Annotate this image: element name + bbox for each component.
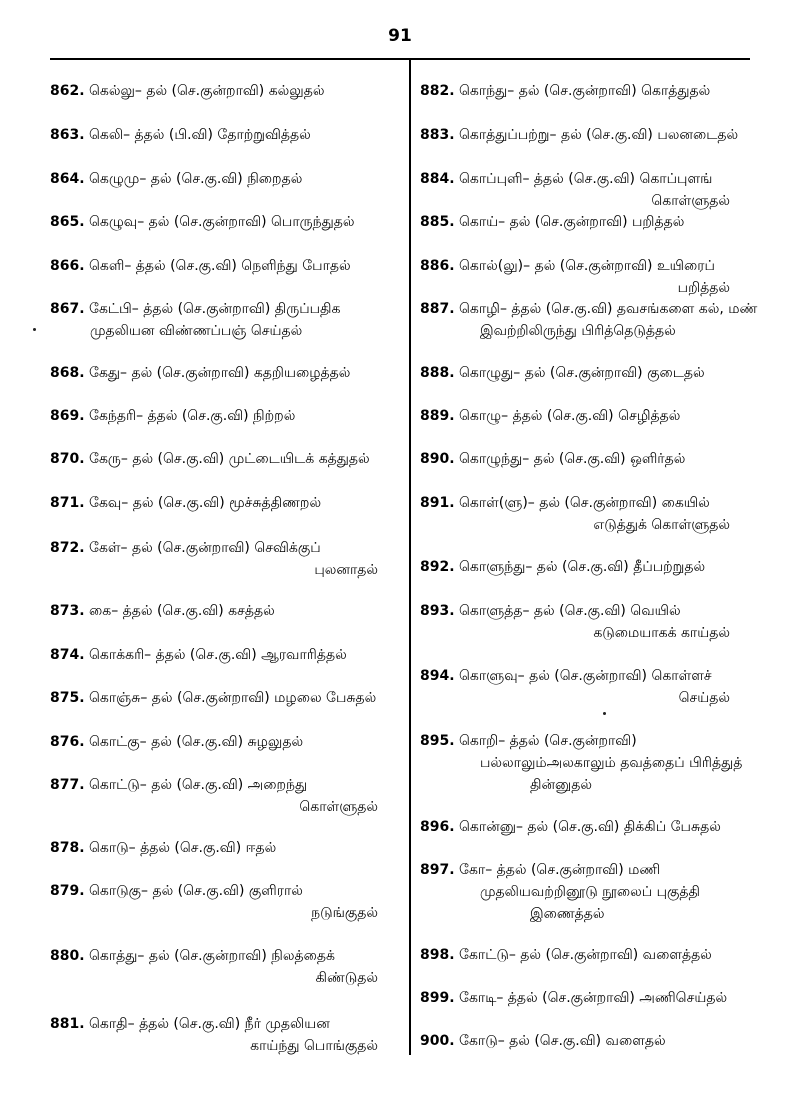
entry-text: கொளுத்த– தல் (செ.கு.வி) வெயில்	[459, 603, 681, 619]
entry-text: கேரு– தல் (செ.கு.வி) முட்டையிடக் கத்துதல்	[89, 451, 370, 467]
entry-headline	[420, 600, 770, 622]
entry-number: 896.	[420, 819, 455, 835]
entry-headline	[50, 448, 400, 470]
entry-text: கொஞ்சு– தல் (செ.குன்றாவி) மழலை பேசுதல்	[89, 690, 377, 706]
entry-text: கை– த்தல் (செ.கு.வி) கசத்தல்	[89, 603, 275, 619]
entry-headline	[50, 255, 400, 277]
dictionary-entry	[420, 730, 770, 796]
entry-number: 862.	[50, 83, 85, 99]
entry-text: கொட்டு– தல் (செ.கு.வி) அறைந்து	[89, 777, 308, 793]
entry-text: கொப்புளி– த்தல் (செ.கு.வி) கொப்புளங்	[459, 171, 713, 187]
entry-text: கொழு– த்தல் (செ.கு.வி) செழித்தல்	[459, 408, 681, 424]
entry-text: கொன்னு– தல் (செ.கு.வி) திக்கிப் பேசுதல்	[459, 819, 721, 835]
page-number: 91	[388, 26, 412, 46]
entry-number: 880.	[50, 948, 85, 964]
entry-headline	[50, 537, 400, 559]
entry-text: கெல்லு– தல் (செ.குன்றாவி) கல்லுதல்	[89, 83, 325, 99]
entry-headline	[50, 945, 400, 967]
entry-text: கேள்– தல் (செ.குன்றாவி) செவிக்குப்	[89, 540, 321, 556]
dictionary-entry	[420, 298, 770, 342]
entry-number: 894.	[420, 668, 455, 684]
entry-headline	[50, 405, 400, 427]
dictionary-entry	[420, 1030, 770, 1052]
entry-number: 897.	[420, 862, 455, 878]
entry-number: 875.	[50, 690, 85, 706]
dictionary-entry	[420, 80, 770, 102]
entry-number: 892.	[420, 559, 455, 575]
entry-continuation: பல்லாலும்அலகாலும் தவத்தைப் பிரித்துத்	[480, 755, 743, 771]
entry-number: 879.	[50, 883, 85, 899]
entry-headline	[420, 556, 770, 578]
entry-continuation: கடுமையாகக் காய்தல்	[593, 625, 730, 641]
dictionary-entry	[50, 124, 400, 146]
dictionary-entry	[420, 362, 770, 384]
entry-number: 873.	[50, 603, 85, 619]
entry-text: கேவு– தல் (செ.கு.வி) மூச்சுத்திணறல்	[89, 495, 322, 511]
entry-text: கோ– த்தல் (செ.குன்றாவி) மணி	[459, 862, 661, 878]
dictionary-entry	[420, 492, 770, 536]
dictionary-entry	[420, 987, 770, 1009]
dictionary-entry	[50, 298, 400, 342]
entry-number: 871.	[50, 495, 85, 511]
entry-number: 881.	[50, 1016, 85, 1032]
dictionary-entry	[50, 687, 400, 709]
entry-number: 863.	[50, 127, 85, 143]
entry-text: கொக்கரி– த்தல் (செ.கு.வி) ஆரவாரித்தல்	[89, 647, 347, 663]
entry-number: 885.	[420, 214, 455, 230]
entry-number: 899.	[420, 990, 455, 1006]
entry-headline	[420, 168, 770, 190]
entry-text: கேது– தல் (செ.குன்றாவி) கதறியழைத்தல்	[89, 365, 351, 381]
entry-continuation: கொள்ளுதல்	[299, 799, 378, 815]
entry-continuation: நடுங்குதல்	[311, 905, 378, 921]
entry-headline	[420, 665, 770, 687]
entry-number: 867.	[50, 301, 85, 317]
dictionary-entry	[50, 837, 400, 859]
entry-text: கொய்– தல் (செ.குன்றாவி) பறித்தல்	[459, 214, 685, 230]
dictionary-entry	[420, 168, 770, 212]
entry-text: கொழுது– தல் (செ.குன்றாவி) குடைதல்	[459, 365, 705, 381]
entry-text: கொறி– த்தல் (செ.குன்றாவி)	[459, 733, 637, 749]
entry-continuation: முதலியன விண்ணப்பஞ் செய்தல்	[90, 323, 303, 339]
entry-text: கொடுகு– தல் (செ.கு.வி) குளிரால்	[89, 883, 303, 899]
entry-headline	[50, 644, 400, 666]
entry-headline	[420, 944, 770, 966]
entry-number: 865.	[50, 214, 85, 230]
entry-headline	[50, 492, 400, 514]
entry-headline	[50, 168, 400, 190]
entry-number: 866.	[50, 258, 85, 274]
dictionary-entry	[50, 211, 400, 233]
entry-number: 884.	[420, 171, 455, 187]
entry-headline	[420, 987, 770, 1009]
scan-speck	[603, 712, 606, 715]
entry-text: கோடு– தல் (செ.கு.வி) வளைதல்	[459, 1033, 666, 1049]
dictionary-entry	[420, 665, 770, 709]
entry-text: கொளுந்து– தல் (செ.கு.வி) தீப்பற்றுதல்	[459, 559, 706, 575]
entry-text: கொதி– த்தல் (செ.கு.வி) நீர் முதலியன	[89, 1016, 330, 1032]
entry-text: கொத்து– தல் (செ.குன்றாவி) நிலத்தைக்	[89, 948, 335, 964]
entry-text: கெழுவு– தல் (செ.குன்றாவி) பொருந்துதல்	[89, 214, 355, 230]
entry-text: கேட்பி– த்தல் (செ.குன்றாவி) திருப்பதிக	[89, 301, 341, 317]
entry-number: 868.	[50, 365, 85, 381]
entry-headline	[50, 362, 400, 384]
dictionary-entry	[420, 448, 770, 470]
dictionary-entry	[420, 405, 770, 427]
entry-text: கெலி– த்தல் (பி.வி) தோற்றுவித்தல்	[89, 127, 311, 143]
column-divider	[409, 60, 411, 1055]
entry-headline	[50, 600, 400, 622]
entry-number: 887.	[420, 301, 455, 317]
entry-number: 877.	[50, 777, 85, 793]
dictionary-entry	[420, 255, 770, 299]
dictionary-entry	[50, 405, 400, 427]
dictionary-entry	[50, 537, 400, 581]
dictionary-entry	[50, 255, 400, 277]
entry-number: 886.	[420, 258, 455, 274]
dictionary-entry	[50, 168, 400, 190]
entry-text: கோட்டு– தல் (செ.குன்றாவி) வளைத்தல்	[459, 947, 712, 963]
entry-headline	[50, 124, 400, 146]
dictionary-entry	[50, 774, 400, 818]
entry-number: 891.	[420, 495, 455, 511]
entry-headline	[420, 298, 770, 320]
entry-continuation: முதலியவற்றினூடு நூலைப் புகுத்தி	[480, 884, 700, 900]
entry-text: கெழுமு– தல் (செ.கு.வி) நிறைதல்	[89, 171, 303, 187]
entry-number: 876.	[50, 734, 85, 750]
entry-headline	[50, 880, 400, 902]
entry-continuation: இவற்றிலிருந்து பிரித்தெடுத்தல்	[480, 323, 676, 339]
entry-number: 883.	[420, 127, 455, 143]
entry-number: 898.	[420, 947, 455, 963]
entry-text: கோடி– த்தல் (செ.குன்றாவி) அணிசெய்தல்	[459, 990, 728, 1006]
entry-headline	[420, 448, 770, 470]
dictionary-entry	[420, 859, 770, 925]
entry-number: 900.	[420, 1033, 455, 1049]
dictionary-entry	[50, 362, 400, 384]
entry-number: 878.	[50, 840, 85, 856]
entry-headline	[420, 492, 770, 514]
entry-headline	[420, 859, 770, 881]
entry-headline	[50, 298, 400, 320]
dictionary-entry	[50, 448, 400, 470]
entry-number: 895.	[420, 733, 455, 749]
entry-headline	[50, 1013, 400, 1035]
entry-headline	[50, 837, 400, 859]
entry-headline	[420, 80, 770, 102]
entry-continuation: இணைத்தல்	[530, 906, 605, 922]
entry-number: 888.	[420, 365, 455, 381]
entry-text: கொள்(ளு)– தல் (செ.குன்றாவி) கையில்	[459, 495, 710, 511]
entry-text: கொடு– த்தல் (செ.கு.வி) ஈதல்	[89, 840, 277, 856]
entry-headline	[420, 211, 770, 233]
entry-text: கொளுவு– தல் (செ.குன்றாவி) கொள்ளச்	[459, 668, 712, 684]
entry-number: 874.	[50, 647, 85, 663]
entry-number: 864.	[50, 171, 85, 187]
entry-number: 889.	[420, 408, 455, 424]
entry-continuation: எடுத்துக் கொள்ளுதல்	[593, 517, 730, 533]
header-rule	[50, 58, 750, 60]
entry-continuation: பறித்தல்	[677, 280, 730, 296]
dictionary-entry	[50, 644, 400, 666]
entry-headline	[420, 730, 770, 752]
dictionary-entry	[50, 731, 400, 753]
entry-headline	[50, 687, 400, 709]
entry-headline	[50, 774, 400, 796]
entry-text: கொழி– த்தல் (செ.கு.வி) தவசங்களை கல், மண்	[459, 301, 758, 317]
entry-continuation: தின்னுதல்	[530, 777, 593, 793]
dictionary-entry	[420, 211, 770, 233]
entry-headline	[420, 362, 770, 384]
dictionary-entry	[420, 556, 770, 578]
entry-number: 870.	[50, 451, 85, 467]
entry-headline	[420, 255, 770, 277]
entry-headline	[420, 405, 770, 427]
entry-number: 882.	[420, 83, 455, 99]
entry-number: 869.	[50, 408, 85, 424]
dictionary-entry	[50, 1013, 400, 1057]
entry-text: கொத்துப்பற்று– தல் (செ.கு.வி) பலனடைதல்	[459, 127, 739, 143]
entry-headline	[50, 211, 400, 233]
dictionary-entry	[50, 80, 400, 102]
entry-headline	[420, 816, 770, 838]
entry-headline	[420, 124, 770, 146]
entry-text: கொட்கு– தல் (செ.கு.வி) சுழலுதல்	[89, 734, 304, 750]
entry-continuation: புலனாதல்	[314, 562, 378, 578]
dictionary-entry	[50, 945, 400, 989]
dictionary-entry	[50, 600, 400, 622]
entry-headline	[50, 80, 400, 102]
entry-number: 872.	[50, 540, 85, 556]
entry-text: கொந்து– தல் (செ.குன்றாவி) கொத்துதல்	[459, 83, 711, 99]
entry-text: கெளி– த்தல் (செ.கு.வி) நெளிந்து போதல்	[89, 258, 351, 274]
entry-text: கொழுந்து– தல் (செ.கு.வி) ஒளிர்தல்	[459, 451, 686, 467]
entry-continuation: செய்தல்	[678, 690, 730, 706]
scan-speck	[33, 328, 36, 331]
dictionary-entry	[50, 880, 400, 924]
dictionary-entry	[420, 944, 770, 966]
entry-continuation: காய்ந்து பொங்குதல்	[250, 1038, 378, 1054]
dictionary-entry	[50, 492, 400, 514]
entry-text: கேந்தரி– த்தல் (செ.கு.வி) நிற்றல்	[89, 408, 296, 424]
entry-headline	[50, 731, 400, 753]
entry-number: 893.	[420, 603, 455, 619]
dictionary-entry	[420, 600, 770, 644]
entry-number: 890.	[420, 451, 455, 467]
dictionary-entry	[420, 816, 770, 838]
entry-continuation: கிண்டுதல்	[315, 970, 378, 986]
entry-text: கொல்(லு)– தல் (செ.குன்றாவி) உயிரைப்	[459, 258, 715, 274]
dictionary-entry	[420, 124, 770, 146]
entry-headline	[420, 1030, 770, 1052]
entry-continuation: கொள்ளுதல்	[651, 193, 730, 209]
